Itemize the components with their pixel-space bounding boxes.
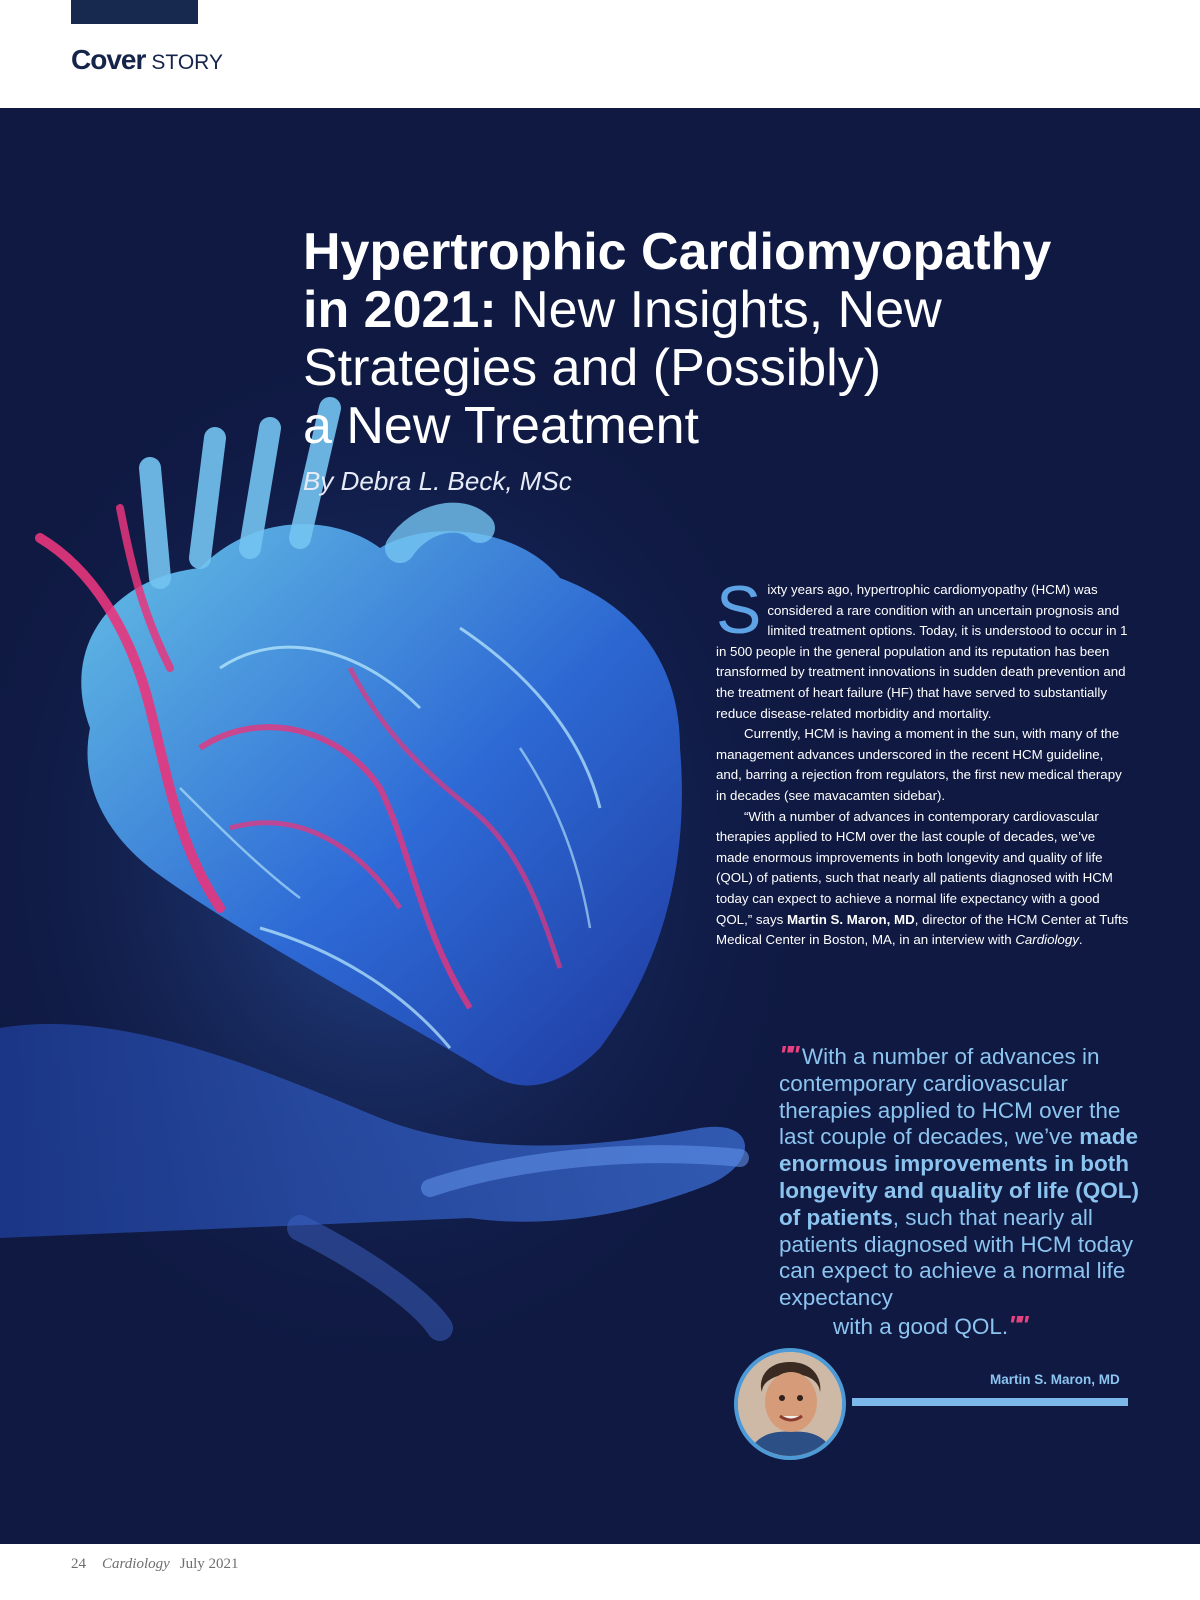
- drop-cap: S: [716, 572, 762, 648]
- portrait-icon: [738, 1352, 842, 1456]
- title-line-2-bold: in 2021:: [303, 281, 497, 339]
- title-line-1-bold: Hypertrophic Cardiomyopathy: [303, 223, 1052, 281]
- body-paragraph-2: Currently, HCM is having a moment in the sun, with many of the management advances underscored in the recent HCM guideline, and, barring a rejection from regulators, the first new medical therapy in decades (see mavacamten sidebar).: [716, 726, 1122, 803]
- title-line-2: [303, 281, 1163, 339]
- title-line-4: [303, 397, 1163, 455]
- title-line-1: [303, 223, 1163, 281]
- issue-date: July 2021: [179, 1556, 239, 1572]
- pull-quote-text-last: with a good QOL.: [833, 1313, 1009, 1339]
- quoted-person-name: Martin S. Maron, MD: [786, 911, 915, 927]
- pull-quote-last-line: [779, 1309, 1139, 1341]
- section-label-strong: Cover: [71, 44, 146, 75]
- open-quote-icon-second: ": [787, 1040, 796, 1070]
- article-byline: By Debra L. Beck, MSc: [303, 466, 572, 496]
- pull-quote-attribution: Martin S. Maron, MD: [990, 1372, 1120, 1387]
- open-quote-icon: ": [779, 1040, 788, 1070]
- title-line-3-rest: Strategies and (Possibly): [303, 339, 882, 397]
- section-label-light: STORY: [151, 51, 223, 74]
- header-tab-bar: [71, 0, 198, 24]
- body-paragraph-3-mid: , director of the HCM Center at Tufts Medical Center in Boston, MA, in an interview with: [716, 911, 1129, 948]
- body-paragraph-1-text: ixty years ago, hypertrophic cardiomyopathy (HCM) was considered a rare condition with an uncertain prognosis and limited treatment options. Today, it is understood to occur in 1 in 500 people in the general population and its reputation has been transformed by treatment innovations in sudden death prevention and the treatment of heart failure (HF) that have served to substantially reduce disease-related morbidity and mortality.: [716, 582, 1128, 721]
- pull-quote: [779, 1042, 1139, 1341]
- page-footer: [71, 1556, 239, 1573]
- page-number: 24: [71, 1556, 86, 1572]
- body-paragraph-3-start: “With a number of advances in contemporary cardiovascular therapies applied to HCM over the last couple of decades, we’ve made enormous improvements in both longevity and quality of life (QOL) of patients, such that nearly all patients diagnosed with HCM today can expect to achieve a normal life expectancy with a good QOL,” says: [716, 808, 1113, 927]
- attribution-rule: [852, 1398, 1128, 1406]
- publication-name: Cardiology: [1015, 932, 1079, 948]
- avatar: [734, 1348, 846, 1460]
- title-line-3: [303, 339, 1163, 397]
- body-paragraph-3: [716, 807, 1129, 951]
- body-paragraph-3-end: .: [1078, 932, 1083, 948]
- title-line-2-rest: New Insights, New: [496, 281, 942, 339]
- section-label: [71, 44, 223, 76]
- title-line-4-rest: a New Treatment: [303, 397, 699, 455]
- hero-panel: [0, 108, 1200, 1544]
- pull-quote-text-a: With a number of advances in contemporary cardiovascular therapies applied to HCM over the last couple of decades, we’ve: [779, 1044, 1121, 1150]
- close-quote-icon: ": [1008, 1309, 1017, 1340]
- close-quote-icon-second: ": [1016, 1309, 1025, 1340]
- pull-quote-text-b: , such that nearly all patients diagnosed with HCM today can expect to achieve a normal life expectancy: [779, 1204, 1133, 1311]
- article-title: [303, 223, 1163, 455]
- article-body: [716, 572, 1129, 951]
- pull-quote-emphasis: made enormous improvements in both longevity and quality of life (QOL) of patients: [779, 1124, 1140, 1230]
- magazine-name: Cardiology: [102, 1556, 170, 1572]
- body-paragraph-1: [716, 572, 1129, 724]
